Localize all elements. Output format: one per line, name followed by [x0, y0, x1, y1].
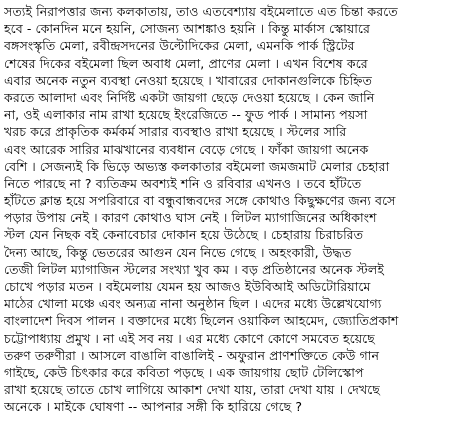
text-line: পড়ার উপায় নেই । কারণ কোথাও ঘাস নেই । লিটল ম্যাগাজিনের অধিকাংশ — [4, 210, 377, 226]
text-line: বঙ্গসংস্কৃতি মেলা, রবীন্দ্রসদনের উল্টোদিকের মেলা, এমনকি পার্ক স্ট্রিটের — [4, 38, 355, 54]
text-line: চট্টোপাধ্যায় প্রমুখ । না এই সব নয় । এর মধ্যে কোণে কোণে সমবেত হয়েছে — [4, 330, 375, 346]
text-line: তেজী লিটল ম্যাগাজিন স্টলের সংখ্যা খুব কম । বড় প্রতিষ্ঠানের অনেক স্টলই — [4, 261, 384, 277]
text-line: করতে আলাদা এবং নির্দিষ্ট একটা জায়গা ছেড়ে দেওয়া হয়েছে । কেন জানি — [4, 89, 375, 105]
text-line: হাঁটতে ক্লান্ত হয়ে সপরিবারে বা বন্ধুবান্ধবদের সঙ্গে কোথাও কিছুক্ষণের জন্য বসে — [4, 193, 396, 209]
text-line: গাইছে, কেউ চিৎকার করে কবিতা পড়ছে । এক জায়গায় ছোট টেলিস্কোপ — [4, 364, 364, 380]
text-line: শেষের দিকের বইমেলা ছিল অবাধ মেলা, প্রাণের মেলা । এখন বিশেষ করে — [4, 55, 368, 71]
text-line: মাঠের খোলা মঞ্চে এবং অন্যত্র নানা অনুষ্ঠান ছিল । এদের মধ্যে উল্লেখযোগ্য — [4, 296, 382, 312]
text-line: নিতে পারছে না ? ব্যতিক্রম অবশ্যই শনি ও রবিবার এখনও । তবে হাঁটতে — [4, 175, 362, 191]
text-line: রাখা হয়েছে তাতে চোখ লাগিয়ে আকাশ দেখা যায়, তারা দেখা যায় । দেখছে — [4, 382, 380, 398]
text-line: বেশি । সেজন্যই কি ভিড়ে অভ্যস্ত কলকাতার বইমেলা জমজমাট মেলার চেহারা — [4, 158, 390, 174]
text-line: খরচ করে প্রাকৃতিক কর্মকর্ম সারার ব্যবস্থাও রাখা হয়েছে । স্টলের সারি — [4, 124, 347, 140]
text-line: হবে - কোনদিন মনে হয়নি, সোজন্য আশঙ্কাও হয়নি । কিন্তু মার্কাস স্কোয়ারে — [4, 21, 370, 37]
text-line: দৈন্য আছে, কিন্তু ভেতরের আগুন যেন নিভে গেছে । অহংকারী, উদ্ধত — [4, 244, 352, 260]
text-line: এবার অনেক নতুন ব্যবস্থা নেওয়া হয়েছে । খাবারের দোকানগুলিকে চিহ্নিত — [4, 72, 372, 88]
text-line: এবং আরেক সারির মাঝখানের ব্যবধান বেড়ে গেছে । ফাঁকা জায়গা অনেক — [4, 141, 369, 157]
text-line: সত্যই নিরাপত্তার জন্য কলকাতায়, তাও এতবেশ্যায় বইমেলাতে এত চিন্তা করতে — [4, 4, 398, 19]
text-line: বাংলাদেশ দিবস পালন । বক্তাদের মধ্যে ছিলেন ওয়াকিল আহমেদ, জ্যোতিপ্রকাশ — [4, 313, 399, 329]
document-page — [4, 3, 454, 441]
text-line: অনেকে । মাইকে ঘোষণা -- আপনার সঙ্গী কি হারিয়ে গেছে ? — [4, 399, 303, 415]
text-line: চোখে পড়ার মতন । বইমেলায় যেমন হয় আজও ইউবিআই অডিটোরিয়ামে — [4, 279, 371, 294]
text-line: না, ওই এলাকার নাম রাখা হয়েছে ইংরেজিতে -- ফুড পার্ক । সামান্য পয়সা — [4, 107, 368, 123]
text-line: তরুণ তরুণীরা । আসলে বাঙালি বাঙালিই - অফুরান প্রাণশক্তিতে কেউ গান — [4, 347, 380, 363]
text-line: স্টল যেন নিছক বই কেনাবেচার দোকান হয়ে উঠেছে । চেহারায় চিরাচরিত — [4, 227, 364, 243]
